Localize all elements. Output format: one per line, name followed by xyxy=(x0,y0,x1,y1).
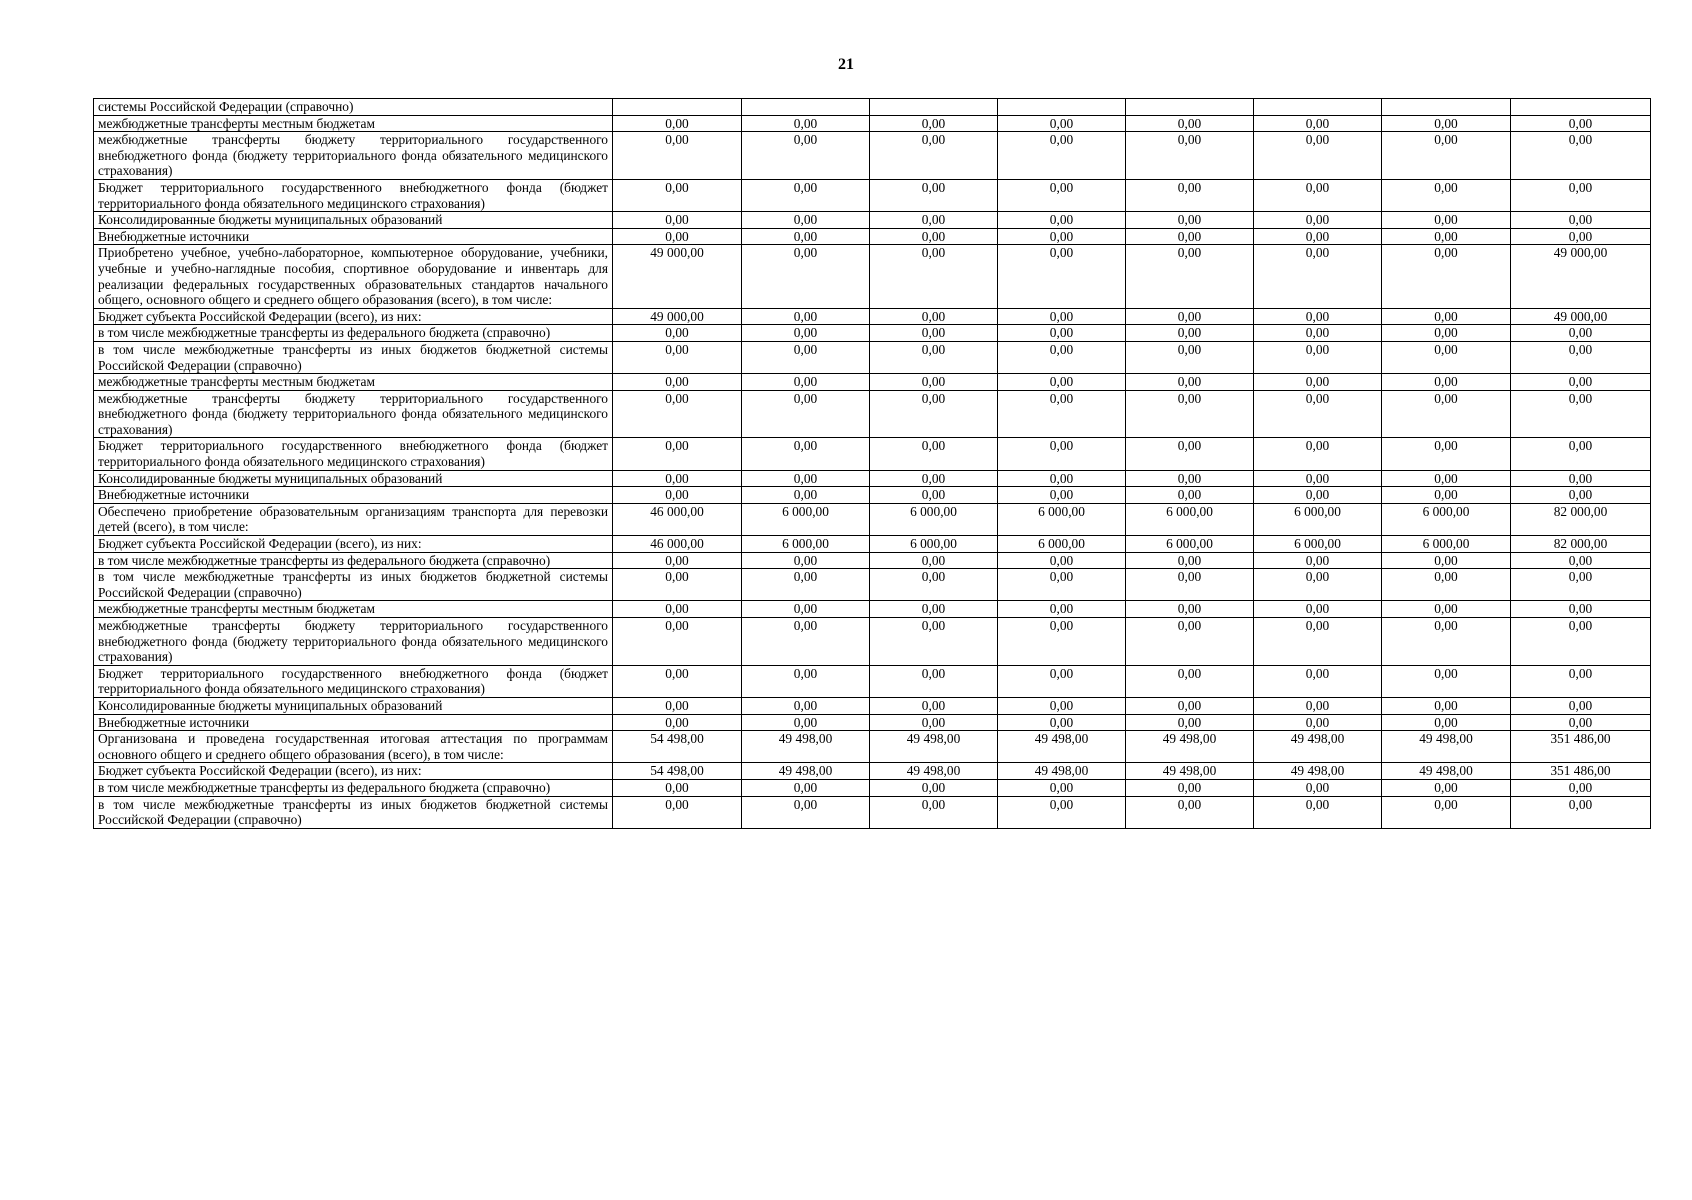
value-cell: 0,00 xyxy=(1254,390,1382,438)
row-label: Организована и проведена государственная итоговая аттестация по программам основного общего и среднего общего образования (всего), в том числе: xyxy=(94,731,613,763)
value-cell: 0,00 xyxy=(998,569,1126,601)
value-cell: 0,00 xyxy=(613,374,742,391)
value-cell: 0,00 xyxy=(870,779,998,796)
value-cell: 0,00 xyxy=(1382,569,1511,601)
value-cell: 0,00 xyxy=(998,132,1126,180)
value-cell: 0,00 xyxy=(998,212,1126,229)
table-row xyxy=(94,341,1651,373)
value-cell: 0,00 xyxy=(1126,796,1254,828)
value-cell: 0,00 xyxy=(1254,245,1382,308)
value-cell: 0,00 xyxy=(613,115,742,132)
value-cell: 6 000,00 xyxy=(1126,536,1254,553)
value-cell: 0,00 xyxy=(613,212,742,229)
value-cell: 0,00 xyxy=(613,601,742,618)
value-cell: 0,00 xyxy=(1382,665,1511,697)
row-label: межбюджетные трансферты бюджету территориального государственного внебюджетного фонда (бюджету территориального фонда обязательного медицинского страхования) xyxy=(94,618,613,666)
value-cell: 0,00 xyxy=(1254,132,1382,180)
row-label: Приобретено учебное, учебно-лабораторное, компьютерное оборудование, учебники, учебные и учебно-наглядные пособия, спортивное оборудование и инвентарь для реализации федеральных государственных образовательных стандартов начального общего, основного общего и среднего общего образования (всего), в том числе: xyxy=(94,245,613,308)
value-cell: 0,00 xyxy=(1126,601,1254,618)
row-label: в том числе межбюджетные трансферты из иных бюджетов бюджетной системы Российской Федерации (справочно) xyxy=(94,341,613,373)
value-cell: 0,00 xyxy=(998,697,1126,714)
value-cell: 0,00 xyxy=(613,470,742,487)
value-cell: 46 000,00 xyxy=(613,536,742,553)
value-cell: 0,00 xyxy=(870,115,998,132)
value-cell: 0,00 xyxy=(998,487,1126,504)
value-cell: 351 486,00 xyxy=(1511,763,1651,780)
value-cell: 0,00 xyxy=(742,374,870,391)
value-cell: 0,00 xyxy=(742,228,870,245)
value-cell: 0,00 xyxy=(742,487,870,504)
value-cell: 0,00 xyxy=(613,341,742,373)
table-row xyxy=(94,308,1651,325)
row-label: Внебюджетные источники xyxy=(94,487,613,504)
value-cell: 0,00 xyxy=(1126,552,1254,569)
page-number: 21 xyxy=(838,56,854,73)
value-cell: 0,00 xyxy=(870,618,998,666)
value-cell: 0,00 xyxy=(870,325,998,342)
value-cell: 49 498,00 xyxy=(1254,731,1382,763)
value-cell: 0,00 xyxy=(1126,341,1254,373)
value-cell: 0,00 xyxy=(870,228,998,245)
value-cell: 0,00 xyxy=(998,390,1126,438)
value-cell: 0,00 xyxy=(998,665,1126,697)
value-cell: 0,00 xyxy=(1254,341,1382,373)
table-row xyxy=(94,763,1651,780)
value-cell: 49 000,00 xyxy=(1511,245,1651,308)
value-cell: 0,00 xyxy=(870,179,998,211)
value-cell: 49 498,00 xyxy=(1126,731,1254,763)
value-cell: 0,00 xyxy=(1511,228,1651,245)
table-row xyxy=(94,228,1651,245)
value-cell: 54 498,00 xyxy=(613,731,742,763)
value-cell: 6 000,00 xyxy=(870,503,998,535)
table-row xyxy=(94,618,1651,666)
value-cell: 0,00 xyxy=(613,618,742,666)
value-cell: 0,00 xyxy=(1126,618,1254,666)
value-cell: 0,00 xyxy=(870,487,998,504)
value-cell: 0,00 xyxy=(870,245,998,308)
row-label: Консолидированные бюджеты муниципальных образований xyxy=(94,212,613,229)
value-cell: 0,00 xyxy=(742,341,870,373)
value-cell xyxy=(1511,99,1651,116)
value-cell: 0,00 xyxy=(613,132,742,180)
value-cell: 0,00 xyxy=(1382,618,1511,666)
value-cell: 0,00 xyxy=(870,601,998,618)
value-cell: 0,00 xyxy=(1382,245,1511,308)
value-cell: 0,00 xyxy=(613,569,742,601)
value-cell: 49 498,00 xyxy=(1382,731,1511,763)
value-cell: 0,00 xyxy=(1382,697,1511,714)
value-cell: 0,00 xyxy=(870,697,998,714)
value-cell: 49 498,00 xyxy=(742,731,870,763)
table-row xyxy=(94,470,1651,487)
value-cell: 0,00 xyxy=(1254,228,1382,245)
table-row xyxy=(94,212,1651,229)
value-cell: 0,00 xyxy=(1254,374,1382,391)
value-cell: 0,00 xyxy=(613,438,742,470)
value-cell: 0,00 xyxy=(1382,341,1511,373)
value-cell: 0,00 xyxy=(1126,179,1254,211)
table-row xyxy=(94,569,1651,601)
value-cell: 0,00 xyxy=(1254,470,1382,487)
row-label: в том числе межбюджетные трансферты из иных бюджетов бюджетной системы Российской Федерации (справочно) xyxy=(94,796,613,828)
value-cell xyxy=(998,99,1126,116)
value-cell: 0,00 xyxy=(1254,325,1382,342)
row-label: межбюджетные трансферты бюджету территориального государственного внебюджетного фонда (бюджету территориального фонда обязательного медицинского страхования) xyxy=(94,390,613,438)
value-cell: 0,00 xyxy=(998,618,1126,666)
row-label: Консолидированные бюджеты муниципальных образований xyxy=(94,697,613,714)
value-cell xyxy=(870,99,998,116)
value-cell: 0,00 xyxy=(1511,601,1651,618)
row-label: в том числе межбюджетные трансферты из иных бюджетов бюджетной системы Российской Федерации (справочно) xyxy=(94,569,613,601)
value-cell: 0,00 xyxy=(998,308,1126,325)
value-cell: 49 498,00 xyxy=(870,763,998,780)
row-label: Бюджет субъекта Российской Федерации (всего), из них: xyxy=(94,536,613,553)
value-cell: 0,00 xyxy=(742,714,870,731)
value-cell: 0,00 xyxy=(1511,487,1651,504)
value-cell: 0,00 xyxy=(1382,714,1511,731)
value-cell: 0,00 xyxy=(1254,569,1382,601)
value-cell: 0,00 xyxy=(1126,487,1254,504)
value-cell: 0,00 xyxy=(1511,779,1651,796)
value-cell: 0,00 xyxy=(1254,796,1382,828)
value-cell: 0,00 xyxy=(1254,308,1382,325)
value-cell: 0,00 xyxy=(1382,179,1511,211)
row-label: межбюджетные трансферты местным бюджетам xyxy=(94,374,613,391)
value-cell: 0,00 xyxy=(870,665,998,697)
row-label: Бюджет территориального государственного внебюджетного фонда (бюджет территориального фонда обязательного медицинского страхования) xyxy=(94,665,613,697)
value-cell: 0,00 xyxy=(1126,697,1254,714)
value-cell: 0,00 xyxy=(1382,438,1511,470)
value-cell: 0,00 xyxy=(998,115,1126,132)
row-label: Консолидированные бюджеты муниципальных образований xyxy=(94,470,613,487)
value-cell: 0,00 xyxy=(1382,552,1511,569)
value-cell: 0,00 xyxy=(998,601,1126,618)
value-cell: 0,00 xyxy=(613,796,742,828)
value-cell: 0,00 xyxy=(998,374,1126,391)
value-cell: 0,00 xyxy=(742,308,870,325)
value-cell: 0,00 xyxy=(998,470,1126,487)
table-row xyxy=(94,374,1651,391)
value-cell: 6 000,00 xyxy=(742,503,870,535)
value-cell: 0,00 xyxy=(613,665,742,697)
value-cell: 0,00 xyxy=(1254,487,1382,504)
value-cell: 0,00 xyxy=(1382,487,1511,504)
value-cell: 6 000,00 xyxy=(1254,536,1382,553)
value-cell xyxy=(613,99,742,116)
row-label: в том числе межбюджетные трансферты из федерального бюджета (справочно) xyxy=(94,779,613,796)
value-cell: 49 000,00 xyxy=(1511,308,1651,325)
value-cell: 49 498,00 xyxy=(1382,763,1511,780)
value-cell: 0,00 xyxy=(870,552,998,569)
value-cell: 0,00 xyxy=(1511,438,1651,470)
value-cell: 0,00 xyxy=(742,779,870,796)
value-cell: 49 498,00 xyxy=(1254,763,1382,780)
value-cell: 0,00 xyxy=(742,665,870,697)
value-cell: 0,00 xyxy=(613,325,742,342)
table-row xyxy=(94,390,1651,438)
table-row xyxy=(94,245,1651,308)
value-cell: 0,00 xyxy=(613,552,742,569)
value-cell: 0,00 xyxy=(998,179,1126,211)
value-cell: 0,00 xyxy=(1382,115,1511,132)
value-cell: 0,00 xyxy=(998,779,1126,796)
value-cell: 54 498,00 xyxy=(613,763,742,780)
table-row xyxy=(94,601,1651,618)
value-cell: 0,00 xyxy=(1511,665,1651,697)
value-cell: 0,00 xyxy=(742,569,870,601)
value-cell: 0,00 xyxy=(1126,132,1254,180)
value-cell: 0,00 xyxy=(742,245,870,308)
table-row xyxy=(94,179,1651,211)
row-label: Бюджет территориального государственного внебюджетного фонда (бюджет территориального фонда обязательного медицинского страхования) xyxy=(94,438,613,470)
value-cell: 0,00 xyxy=(1126,569,1254,601)
value-cell xyxy=(1382,99,1511,116)
table-row xyxy=(94,438,1651,470)
value-cell xyxy=(742,99,870,116)
value-cell: 0,00 xyxy=(1126,714,1254,731)
value-cell: 0,00 xyxy=(1126,115,1254,132)
value-cell: 0,00 xyxy=(1511,552,1651,569)
value-cell: 0,00 xyxy=(1254,212,1382,229)
row-label: в том числе межбюджетные трансферты из федерального бюджета (справочно) xyxy=(94,325,613,342)
value-cell: 6 000,00 xyxy=(998,503,1126,535)
row-label: межбюджетные трансферты бюджету территориального государственного внебюджетного фонда (бюджету территориального фонда обязательного медицинского страхования) xyxy=(94,132,613,180)
value-cell: 0,00 xyxy=(742,115,870,132)
value-cell: 0,00 xyxy=(742,552,870,569)
value-cell: 49 000,00 xyxy=(613,308,742,325)
table-row xyxy=(94,697,1651,714)
value-cell: 0,00 xyxy=(1254,665,1382,697)
table-row xyxy=(94,536,1651,553)
value-cell: 0,00 xyxy=(613,697,742,714)
value-cell: 6 000,00 xyxy=(870,536,998,553)
value-cell: 0,00 xyxy=(1511,115,1651,132)
table-row xyxy=(94,325,1651,342)
row-label: Обеспечено приобретение образовательным организациям транспорта для перевозки детей (всего), в том числе: xyxy=(94,503,613,535)
value-cell: 0,00 xyxy=(1254,714,1382,731)
row-label: Бюджет субъекта Российской Федерации (всего), из них: xyxy=(94,763,613,780)
value-cell: 0,00 xyxy=(1126,374,1254,391)
value-cell: 0,00 xyxy=(998,796,1126,828)
value-cell: 0,00 xyxy=(998,228,1126,245)
table-row xyxy=(94,132,1651,180)
value-cell: 0,00 xyxy=(870,341,998,373)
value-cell: 0,00 xyxy=(1126,438,1254,470)
table-row xyxy=(94,779,1651,796)
value-cell: 0,00 xyxy=(1382,308,1511,325)
value-cell: 0,00 xyxy=(1254,115,1382,132)
value-cell: 0,00 xyxy=(1511,341,1651,373)
value-cell: 0,00 xyxy=(742,796,870,828)
value-cell: 0,00 xyxy=(613,228,742,245)
value-cell: 49 498,00 xyxy=(998,763,1126,780)
value-cell: 0,00 xyxy=(998,552,1126,569)
value-cell: 0,00 xyxy=(1254,618,1382,666)
value-cell: 49 498,00 xyxy=(998,731,1126,763)
value-cell: 0,00 xyxy=(613,390,742,438)
value-cell: 0,00 xyxy=(1382,601,1511,618)
table-row xyxy=(94,99,1651,116)
row-label: Внебюджетные источники xyxy=(94,714,613,731)
value-cell: 0,00 xyxy=(1511,470,1651,487)
value-cell xyxy=(1126,99,1254,116)
table-row xyxy=(94,503,1651,535)
value-cell: 0,00 xyxy=(1382,132,1511,180)
table-row xyxy=(94,796,1651,828)
value-cell: 0,00 xyxy=(1511,179,1651,211)
value-cell: 0,00 xyxy=(613,179,742,211)
value-cell: 0,00 xyxy=(1511,390,1651,438)
value-cell: 6 000,00 xyxy=(998,536,1126,553)
value-cell: 0,00 xyxy=(1126,665,1254,697)
value-cell: 0,00 xyxy=(742,697,870,714)
value-cell: 0,00 xyxy=(1254,552,1382,569)
value-cell: 0,00 xyxy=(742,438,870,470)
value-cell: 0,00 xyxy=(742,325,870,342)
value-cell: 46 000,00 xyxy=(613,503,742,535)
table-row xyxy=(94,714,1651,731)
value-cell: 0,00 xyxy=(870,390,998,438)
value-cell: 0,00 xyxy=(613,714,742,731)
value-cell: 0,00 xyxy=(1511,325,1651,342)
value-cell: 0,00 xyxy=(1511,374,1651,391)
value-cell: 0,00 xyxy=(1254,438,1382,470)
value-cell: 49 498,00 xyxy=(1126,763,1254,780)
value-cell: 0,00 xyxy=(1126,779,1254,796)
value-cell: 0,00 xyxy=(1126,308,1254,325)
value-cell: 0,00 xyxy=(1511,796,1651,828)
table-row xyxy=(94,665,1651,697)
value-cell: 0,00 xyxy=(1511,132,1651,180)
row-label: межбюджетные трансферты местным бюджетам xyxy=(94,115,613,132)
value-cell: 0,00 xyxy=(870,212,998,229)
value-cell: 82 000,00 xyxy=(1511,536,1651,553)
value-cell: 0,00 xyxy=(1511,212,1651,229)
value-cell: 49 498,00 xyxy=(870,731,998,763)
value-cell: 0,00 xyxy=(1382,325,1511,342)
value-cell: 0,00 xyxy=(742,390,870,438)
value-cell: 0,00 xyxy=(1511,569,1651,601)
value-cell: 0,00 xyxy=(613,487,742,504)
value-cell: 0,00 xyxy=(613,779,742,796)
value-cell: 0,00 xyxy=(1511,697,1651,714)
value-cell: 0,00 xyxy=(742,179,870,211)
value-cell: 0,00 xyxy=(1511,618,1651,666)
value-cell: 0,00 xyxy=(1382,796,1511,828)
value-cell: 0,00 xyxy=(1382,228,1511,245)
value-cell: 0,00 xyxy=(1254,601,1382,618)
value-cell: 0,00 xyxy=(1254,179,1382,211)
value-cell: 0,00 xyxy=(1126,245,1254,308)
value-cell: 0,00 xyxy=(870,569,998,601)
value-cell: 0,00 xyxy=(870,470,998,487)
value-cell: 0,00 xyxy=(870,374,998,391)
value-cell: 49 000,00 xyxy=(613,245,742,308)
value-cell: 0,00 xyxy=(1254,779,1382,796)
value-cell: 0,00 xyxy=(870,714,998,731)
row-label: системы Российской Федерации (справочно) xyxy=(94,99,613,116)
value-cell: 0,00 xyxy=(742,601,870,618)
value-cell: 0,00 xyxy=(870,438,998,470)
value-cell: 351 486,00 xyxy=(1511,731,1651,763)
row-label: Бюджет субъекта Российской Федерации (всего), из них: xyxy=(94,308,613,325)
value-cell: 0,00 xyxy=(870,796,998,828)
value-cell: 0,00 xyxy=(742,212,870,229)
value-cell: 0,00 xyxy=(998,714,1126,731)
row-label: Внебюджетные источники xyxy=(94,228,613,245)
value-cell: 0,00 xyxy=(1126,390,1254,438)
value-cell: 0,00 xyxy=(1382,470,1511,487)
value-cell: 0,00 xyxy=(998,245,1126,308)
value-cell: 0,00 xyxy=(1126,228,1254,245)
value-cell: 0,00 xyxy=(1382,779,1511,796)
value-cell: 0,00 xyxy=(742,470,870,487)
value-cell: 0,00 xyxy=(998,341,1126,373)
value-cell: 6 000,00 xyxy=(1126,503,1254,535)
table-row xyxy=(94,731,1651,763)
value-cell: 0,00 xyxy=(998,438,1126,470)
value-cell: 49 498,00 xyxy=(742,763,870,780)
value-cell: 0,00 xyxy=(742,618,870,666)
value-cell: 6 000,00 xyxy=(742,536,870,553)
value-cell: 0,00 xyxy=(1511,714,1651,731)
value-cell: 0,00 xyxy=(998,325,1126,342)
value-cell xyxy=(1254,99,1382,116)
value-cell: 82 000,00 xyxy=(1511,503,1651,535)
value-cell: 0,00 xyxy=(870,308,998,325)
row-label: в том числе межбюджетные трансферты из федерального бюджета (справочно) xyxy=(94,552,613,569)
value-cell: 0,00 xyxy=(1382,390,1511,438)
value-cell: 0,00 xyxy=(742,132,870,180)
value-cell: 6 000,00 xyxy=(1382,536,1511,553)
value-cell: 0,00 xyxy=(1382,212,1511,229)
table-row xyxy=(94,115,1651,132)
value-cell: 0,00 xyxy=(1382,374,1511,391)
value-cell: 0,00 xyxy=(1254,697,1382,714)
row-label: межбюджетные трансферты местным бюджетам xyxy=(94,601,613,618)
value-cell: 0,00 xyxy=(1126,212,1254,229)
budget-table xyxy=(93,98,1651,829)
value-cell: 0,00 xyxy=(870,132,998,180)
value-cell: 6 000,00 xyxy=(1254,503,1382,535)
value-cell: 6 000,00 xyxy=(1382,503,1511,535)
value-cell: 0,00 xyxy=(1126,470,1254,487)
row-label: Бюджет территориального государственного внебюджетного фонда (бюджет территориального фонда обязательного медицинского страхования) xyxy=(94,179,613,211)
table-row xyxy=(94,552,1651,569)
value-cell: 0,00 xyxy=(1126,325,1254,342)
table-row xyxy=(94,487,1651,504)
